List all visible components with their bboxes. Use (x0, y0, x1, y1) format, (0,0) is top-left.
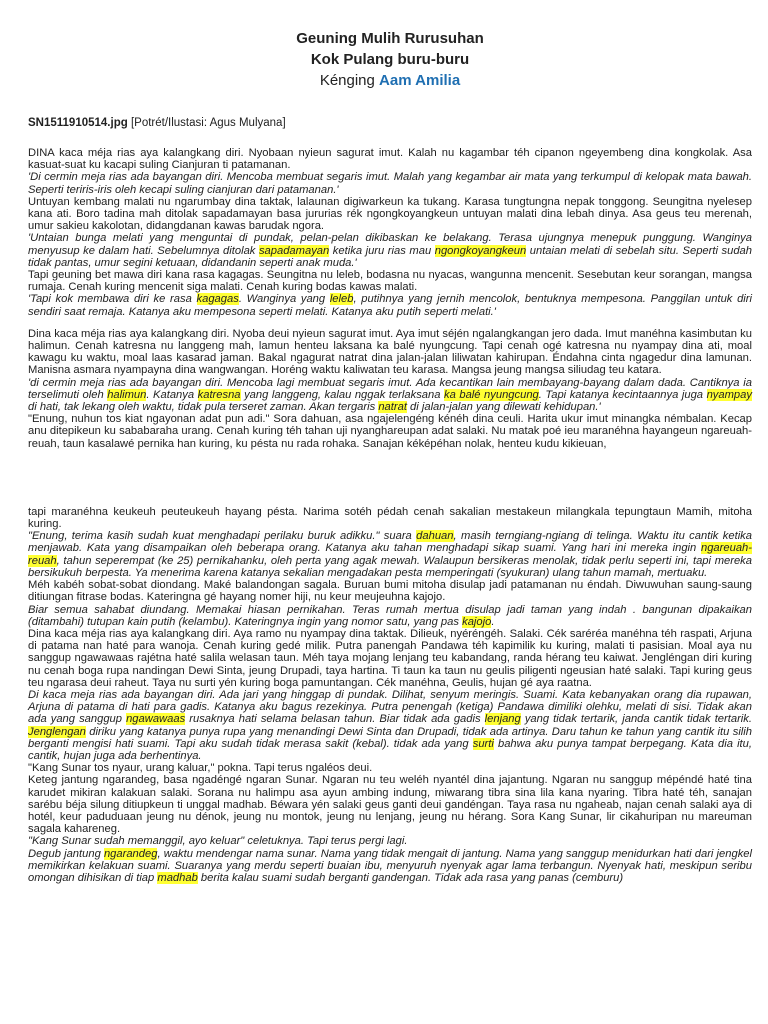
paragraph-text: ketika juru rias mau (329, 244, 435, 257)
paragraph-text: 'di cermin meja rias ada bayangan diri. Mencoba lagi membuat segaris imut. Ada kecantikan lain membayang-bayang dalam dada. Cantiknya ia terselimuti oleh (28, 376, 752, 401)
highlighted-word: Jenglengan (28, 725, 86, 738)
highlighted-word: madhab (157, 871, 198, 884)
translation-paragraph (28, 293, 752, 317)
photo-caption (28, 117, 752, 129)
sundanese-paragraph (28, 413, 752, 450)
highlighted-word: dahuan (416, 530, 454, 543)
paragraph-text: DINA kaca méja rias aya kalangkang diri. Nyobaan nyieun sagurat imut. Kalah nu kagambar téh cipanon ngeyembeng dina kongkolak. Asa kasuat-suat ku kacapi suling Cianjuran ti patamanan. (28, 147, 752, 172)
author-link[interactable]: Aam Amilia (379, 72, 461, 89)
paragraph-text: 'Di cermin meja rias ada bayangan diri. Mencoba membuat segaris imut. Malah yang kegambar air mata yang terkumpul di kelopak mata bawah. Seperti teriris-iris oleh kecapi suling cianjuran dari patamanan.' (28, 171, 752, 196)
paragraph-text: tapi maranéhna keukeuh peuteukeuh hayang pésta. Narima sotéh pédah cenah sakalian mestakeun milangkala tepungtaun Mamih, mitoha kuring. (28, 505, 752, 531)
paragraph-text: bahwa aku punya tampat berpegang. Kata dia itu, cantik, hujan juga ada berhentinya. (28, 737, 752, 762)
translation-paragraph (28, 377, 752, 414)
translation-paragraph (28, 848, 752, 885)
byline-prefix: Kénging (319, 72, 375, 89)
paragraph-text: yang langgeng, kalau nggak terlaksana (240, 388, 444, 401)
highlighted-word: katresna (197, 388, 241, 401)
translation-paragraph (28, 171, 752, 195)
paragraph-text: berita kalau suami sudah berganti gandengan. Tidak ada rasa yang panas (cemburu) (197, 871, 624, 884)
highlighted-word: leleb (329, 293, 354, 306)
paragraph-text: "Kang Sunar tos nyaur, urang kaluar," pokna. Tapi terus ngaléos deui. (28, 762, 373, 775)
paragraph-spacer (28, 450, 752, 506)
paragraph-text: , putihnya yang jernih mencolok, bentuknya mempesona. Panggilan untuk diri sendiri saat remaja. Katanya aku mempesona seperti melati. Katanya aku putih seperti melati.' (28, 293, 752, 318)
highlighted-word: kajojo (462, 615, 492, 628)
sundanese-paragraph (28, 506, 752, 530)
paragraph-text: yang tidak tertarik, janda cantik tidak tertarik. (520, 713, 752, 726)
translation-paragraph (28, 835, 752, 847)
paragraph-text: Dina kaca méja rias aya kalangkang diri. Aya ramo nu nyampay dina taktak. Dilieuk, nyéréngéh. Salaki. Cék saréréa manéhna téh raspati, Arjuna di patama nan haté para wanoja. Cenah kuring gedé milik. Putra panengah Pandawa téh kapimilik ku kuring, malati ti pasisian. Moal aya nu sanggup ngawawaas rajétna haté salila welasan taun. Méh taya mojang lenjang teu kabandang, randa hérang teu kaiwat. Jengléngan diri kuring nu cenah boga rupa nandingan Dewi Sinta, jeung Drupadi, taya hartina. Ti taun ka taun nu geulis piligenti ngeusian haté salaki. Tapi kuring geus teu ngarasa deui raheut. Taya nu surti yén kuring boga pamuntangan. Cék manéhna, Geulis, hujan gé aya raatna. (28, 627, 752, 689)
translation-paragraph (28, 232, 752, 269)
paragraph-text: , waktu mendengar nama sunar. Nama yang tidak mengait di jantung. Nama yang sanggup menidurkan hati dari jengkel memikirkan kelakuan suami. Suaranya yang merdu seperti buaian ibu, menyuruh nyenyak agar lama terbangun. Nyenyak hati, meskipun seribu omongan dihisikan di tiap (28, 847, 752, 884)
highlighted-word: nyampay (706, 388, 752, 401)
sundanese-paragraph (28, 774, 752, 835)
highlighted-word: ngarandeg (103, 847, 158, 860)
paragraph-text: di jalan-jalan yang dilewati kehidupan.' (406, 401, 601, 414)
paragraph-text: Dina kaca méja rias aya kalangkang diri. Nyoba deui nyieun sagurat imut. Aya imut séjén ngalangkangan jero dada. Imut manéhna kasimbutan ku halimun. Cenah katresna nu langgeng mah, lamun henteu laksana ka balé nyungcung. Tapi cenah ogé katresna nu nyampay dina ati, moal kawagu ku waktu, moal laas kasarad jaman. Bakal ngagurat natrat dina jalan-jalan liliwatan kahirupan. Éndahna cinta ngagedur dina lamunan. Manisna asmara nyampayna dina wangwangan. Horéng waktu kaliwatan teu karasa. Mangsa jeung mangsa siliudag teu katara. (28, 327, 752, 377)
highlighted-word: ka balé nyungcung (444, 388, 539, 401)
translation-paragraph (28, 530, 752, 579)
paragraph-text: Biar semua sahabat diundang. Memakai hiasan pernikahan. Teras rumah mertua disulap jadi taman yang indah . bangunan dipakaikan (ditambahi) tutupan kain putih (kelambu). Kateringnya ingin yang nomor satu, yang pas (28, 603, 752, 628)
paragraph-text: . Tapi katanya kecintaannya juga (538, 388, 707, 401)
title-indonesian: Kok Pulang buru-buru (310, 51, 470, 68)
document-header (28, 28, 752, 91)
byline (28, 70, 752, 91)
highlighted-word: halimun (107, 388, 147, 401)
paragraph-text: "Enung, nuhun tos kiat ngayonan adat pun adi." Sora dahuan, asa ngajelengéng kénéh dina ceuli. Harita ukur imut minangka némbalan. Kecap anu ditepikeun ku sababaraha urang. Cenah kuring téh tahan uji nyanghareupan adat salaki. Nu matak poé ieu maranéhna hayangeun ngareuah-reuah, taun kasalawé pernika han kuring, ku pésta nu rada rohaka. Sanajan kéképéhan nolak, henteu kudu kikieuan, (28, 413, 752, 450)
paragraph-text: , masih terngiang-ngiang di telinga. Waktu itu cantik ketika menjawab. Kata yang disampaikan oleh beberapa orang. Katanya aku tahan menghadapi sikap suami. Yang hari ini mereka ingin (28, 530, 752, 555)
paragraph-text: Méh kabéh sobat-sobat diondang. Maké balandongan sagala. Buruan bumi mitoha disulap jadi patamanan nu éndah. Diwuwuhan saung-saung ditiungan fitrase bodas. Kateringna gé hayang nomer hiji, nu keur meujeuhna kajojo. (28, 579, 752, 604)
paragraph-text: "Kang Sunar sudah memanggil, ayo keluar" celetuknya. Tapi terus pergi lagi. (28, 835, 408, 848)
paragraph-text: 'Untaian bunga melati yang menguntai di pundak, pelan-pelan dikibaskan ke belakang. Terasa ujungnya menepuk punggung. Wanginya menyusup ke dalam hati. Sebelumnya ditolak (28, 232, 752, 257)
document-page (28, 28, 752, 884)
highlighted-word: ngareuah-reuah (28, 542, 752, 567)
highlighted-word: ngongkoyangkeun (434, 244, 527, 257)
highlighted-word: lenjang (484, 713, 521, 726)
sundanese-paragraph (28, 579, 752, 603)
paragraph-text: 'Tapi kok membawa diri ke rasa (28, 293, 197, 306)
highlighted-word: natrat (378, 401, 407, 414)
paragraph-text: Di kaca meja rias ada bayangan diri. Ada jari yang hinggap di pundak. Dilihat, senyum meringis. Suami. Kata kebanyakan orang dia rupawan, Arjuna di patama di hati para gadis. Katanya aku bagus rezekinya. Putra penengah (ketiga) Pandawa dimiliki olehku, melati di sisi. Tidak akan ada yang sanggup (28, 688, 752, 726)
paragraph-text: untaian melati di sebelah situ. Seperti sudah tidak pantas, umur segini ketuaan, didandanin seperti anak muda.' (28, 244, 752, 269)
sundanese-paragraph (28, 269, 752, 293)
paragraph-text: di hati, tak lekang oleh waktu, tidak pula terseret zaman. Akan tergaris (28, 401, 379, 414)
sundanese-paragraph (28, 196, 752, 233)
highlighted-word: ngawawaas (126, 713, 186, 726)
paragraph-text: Untuyan kembang malati nu ngarumbay dina taktak, lalaunan digiwarkeun ka tukang. Karasa tungtungna nepak tonggong. Seungitna nyelesep kana ati. Boro tadina mah ditolak sapadamayan basa jururias rék ngongkoyangkeun untuyan malati dina lebah dinya. Asa geus teu merenah, umur sakieu kakolotan, didangdanan kawas barudak ngora. (28, 195, 752, 233)
sundanese-paragraph (28, 328, 752, 377)
paragraph-spacer (28, 318, 752, 328)
paragraph-text: rusaknya hati selama belasan tahun. Biar tidak ada gadis (185, 713, 485, 726)
paragraph-text: "Enung, terima kasih sudah kuat menghadapi perilaku buruk adikku." suara (28, 530, 417, 543)
sundanese-paragraph (28, 628, 752, 689)
paragraph-text: Keteg jantung ngarandeg, basa ngadéngé ngaran Sunar. Ngaran nu teu weléh nyantél dina jajantung. Ngaran nu sanggup mépéndé haté tina karudet mikiran kalakuan salaki. Sorana nu halimpu asa ayun ambing indung, miwarang tibra sina lila kana nyaring. Tibra haté téh, sanajan sarébu béja silung ditiupkeun ti unggal madhab. Béwara yén salaki geus ganti deui gandéngan. Taya rasa nu ngaheab, najan cenah salaki aya di hotél, keur paduduaan jeung nu dénok, jeung nu montok, jeung nu lenjang, jeung nu hérang. Sora Kang Sunar, lir cikahuripan nu mareuman sagala kahareneg. (28, 774, 752, 836)
paragraph-text: . Katanya (146, 388, 198, 401)
paragraph-text: . (491, 615, 495, 628)
paragraph-text: . Wanginya yang (238, 293, 330, 306)
sundanese-paragraph (28, 762, 752, 774)
highlighted-word: surti (472, 737, 494, 750)
translation-paragraph (28, 604, 752, 628)
paragraph-text: diriku yang katanya punya rupa yang menandingi Dewi Sinta dan Drupadi, tidak ada artinya. Daru tahun ke tahun yang cantik itu silih berganti mengisi hati suami. Tapi aku sudah tidak merasa sakit (kebal). tidak ada yang (28, 725, 752, 750)
translation-paragraph (28, 689, 752, 762)
paragraph-text: Tapi geuning bet mawa diri kana rasa kagagas. Seungitna nu leleb, bodasna nu nyacas, wangunna mencenit. Sesebutan keur sorangan, mangsa rumaja. Cenah kuring mencenit siga malati. Cenah kuring bodas kawas malati. (28, 269, 752, 294)
article-body (28, 147, 752, 884)
highlighted-word: sapadamayan (258, 244, 330, 257)
photo-credit: [Potrét/Ilustasi: Agus Mulyana] (130, 117, 286, 129)
photo-filename: SN1511910514.jpg (28, 117, 128, 129)
paragraph-text: Degub jantung (28, 847, 104, 860)
sundanese-paragraph (28, 147, 752, 171)
highlighted-word: kagagas (196, 293, 239, 306)
title-sundanese: Geuning Mulih Rurusuhan (296, 30, 484, 47)
paragraph-text: , tahun seperempat (ke 25) pernikahanku, oleh perta yang agak mewah. Walaupun bersikeras menolak, tidak perlu seperti ini, tapi mereka bersikukuh berpesta. Ya menerima karena katanya sekalian mengadakan pesta memperingati (syukuran) ulang tahun mamah, mertuaku. (28, 554, 752, 579)
